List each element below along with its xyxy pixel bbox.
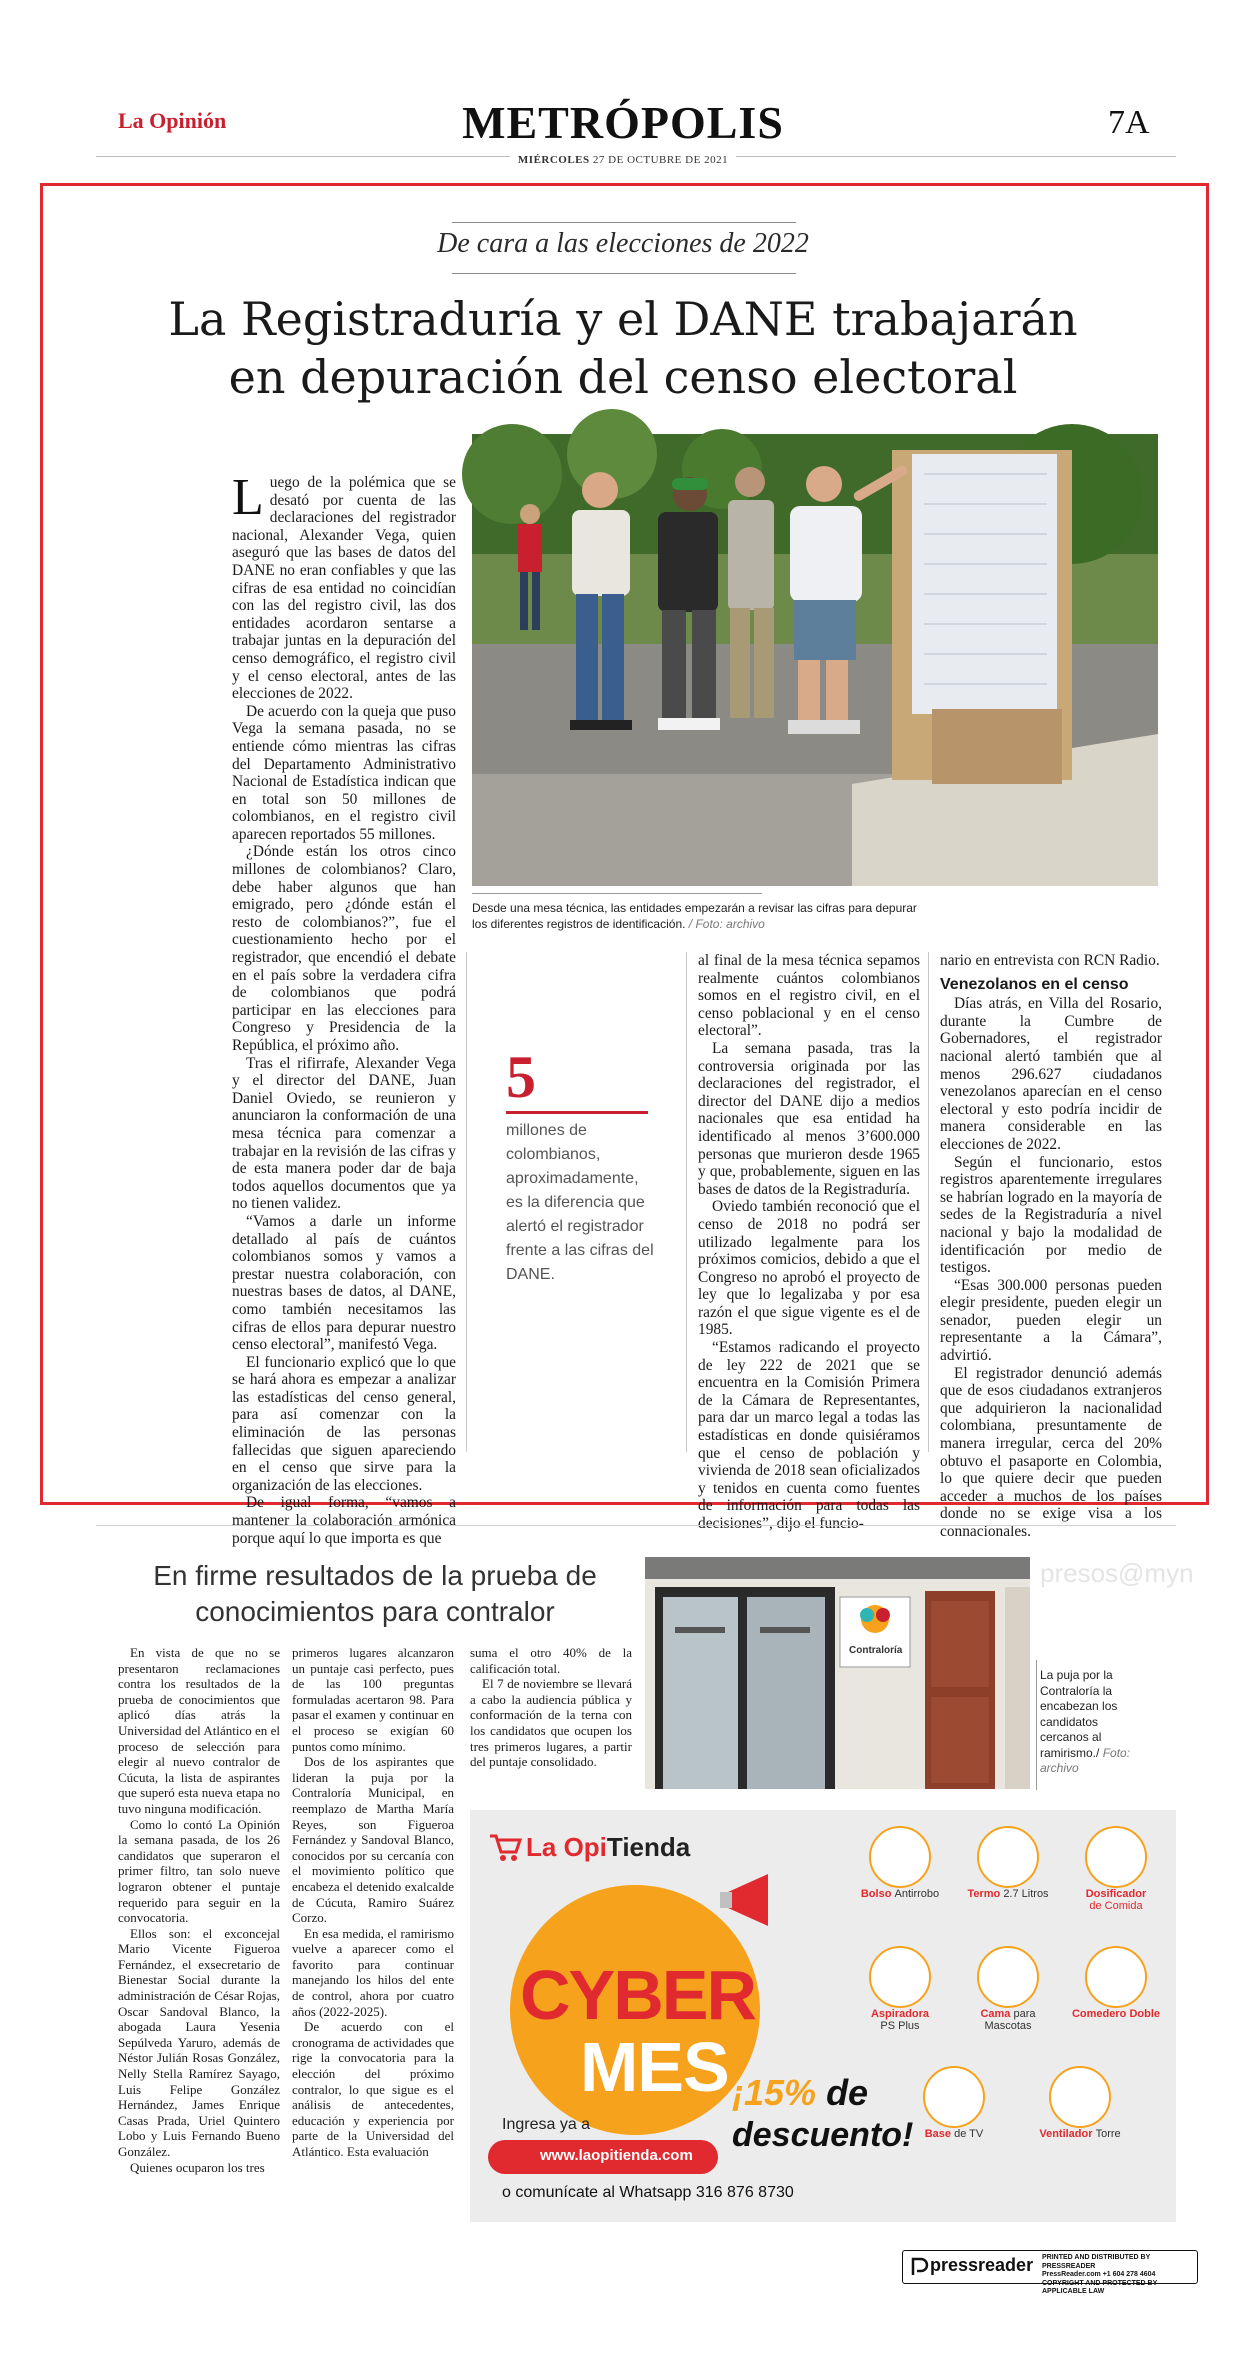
ad-logo bbox=[526, 1832, 690, 1863]
ad-discount-word: descuento! bbox=[732, 2116, 914, 2154]
date: 27 DE OCTUBRE DE 2021 bbox=[592, 154, 729, 166]
paragraph: al final de la mesa técnica sepamos realmente cuántos colombianos somos en el registro civil, en el censo poblacional y en el censo electoral”. bbox=[698, 952, 920, 1040]
pressreader-legal-line: PressReader.com +1 604 278 4604 bbox=[1042, 2271, 1156, 2278]
product-base-tv[interactable] bbox=[904, 2060, 1004, 2140]
paragraph: De igual forma, “vamos a mantener la colaboración armónica porque aquí lo que importa es que bbox=[232, 1494, 456, 1547]
kicker-rule-top bbox=[452, 222, 796, 223]
product-image-circle bbox=[1085, 1826, 1147, 1888]
product-image-circle bbox=[977, 1946, 1039, 2008]
pressreader-wordmark: pressreader bbox=[930, 2255, 1034, 2275]
opitienda-ad[interactable] bbox=[470, 1810, 1176, 2222]
article2-headline: En firme resultados de la prueba de conocimientos para contralor bbox=[153, 1560, 597, 1627]
pressreader-legal bbox=[1042, 2254, 1194, 2297]
paragraph: La semana pasada, tras la controversia originada por las declaraciones del registrador, el director del DANE dijo a medios nacionales que esa entidad ha identificado al menos 3’600.000 personas que murieron desde 1965 y que, probablemente, siguen en las bases de datos de la Registraduría. bbox=[698, 1039, 920, 1198]
article2-photo-caption bbox=[1040, 1668, 1150, 1777]
paragraph: Días atrás, en Villa del Rosario, durante la Cumbre de Gobernadores, el registrador nacional alertó también que al menos 296.627 ciudadanos venezolanos aparecían en el censo electoral y esto podría incidir de manera considerable en las elecciones de 2022. bbox=[940, 995, 1162, 1153]
column-divider bbox=[928, 952, 929, 1452]
column-divider bbox=[466, 952, 467, 1452]
paragraph: “Vamos a darle un informe detallado al país de cuántos colombianos somos y vamos a prestar nuestra colaboración, con nuestras bases de datos, al DANE, como también necesitamos las cifras de ellos para depurar nuestro censo electoral”, manifestó Vega. bbox=[232, 1212, 456, 1354]
article-column-1 bbox=[232, 469, 456, 1547]
photo-credit: Foto: archivo bbox=[1040, 1745, 1131, 1775]
newspaper-logo: La Opinión bbox=[118, 108, 227, 133]
paragraph: De acuerdo con la queja que puso Vega la semana pasada, no se entiende cómo mientras las cifras del Departamento Administrativo Nacional de Estadística indican que en total son 50 millones de colombianos, en el registro civil aparecen reportados 55 millones. bbox=[232, 702, 456, 843]
caption-text: Desde una mesa técnica, las entidades empezarán a revisar las cifras para depurar los diferentes registros de identificación. bbox=[472, 901, 917, 931]
ad-discount-de: de bbox=[826, 2072, 869, 2113]
product-image-circle bbox=[923, 2066, 985, 2128]
ad-logo-suffix: Tienda bbox=[606, 1832, 691, 1862]
paragraph: Como lo contó La Opinión la semana pasada, de los 26 candidatos que superaron el primer filtro, tan solo nueve lograron obtener el puntaje requerido para seguir en la convocatoria. bbox=[118, 1816, 280, 1926]
product-image-circle bbox=[977, 1826, 1039, 1888]
paragraph: Quienes ocuparon los tres bbox=[130, 2159, 265, 2175]
ad-discount bbox=[732, 2072, 868, 2114]
caption-text: La puja por la Contraloría la encabezan los candidatos cercanos al ramirismo./ bbox=[1040, 1668, 1118, 1760]
paragraph: “Esas 300.000 personas pueden elegir presidente, pueden elegir un senador, pueden elegir un representante a la Cámara”, advirtió. bbox=[940, 1276, 1162, 1365]
product-termo[interactable] bbox=[958, 1820, 1058, 1900]
article-headline bbox=[120, 290, 1126, 406]
product-cama[interactable] bbox=[958, 1940, 1058, 2032]
paragraph: Dos de los aspirantes que lideran la puja por la Contraloría Municipal, en reemplazo de Martha María Reyes, son Figueroa Fernández y Sandoval Blanco, conocidos por su cercanía con el movimiento político que encabeza el detenido exalcalde de Cúcuta, Ramiro Suárez Corzo. bbox=[292, 1754, 454, 1926]
article-kicker: De cara a las elecciones de 2022 bbox=[437, 228, 809, 259]
product-image-circle bbox=[1049, 2066, 1111, 2128]
subheading: Venezolanos en el censo bbox=[940, 975, 1129, 993]
paragraph: suma el otro 40% de la calificación total. bbox=[470, 1645, 632, 1676]
photo-caption bbox=[472, 900, 932, 932]
ad-cyber: CYBER bbox=[520, 1956, 756, 2034]
date-line bbox=[0, 148, 1246, 167]
headline-line-2: en depuración del censo electoral bbox=[228, 350, 1018, 404]
watermark-text: presos@myn bbox=[1040, 1558, 1194, 1588]
product-label: Base de TV bbox=[924, 2128, 984, 2140]
article-column-4 bbox=[940, 952, 1162, 1540]
product-label: Aspiradora PS Plus bbox=[870, 2008, 930, 2032]
ad-url-button[interactable] bbox=[488, 2140, 718, 2174]
product-aspiradora[interactable] bbox=[850, 1940, 950, 2032]
section-title: METRÓPOLIS bbox=[462, 97, 784, 148]
product-image-circle bbox=[1085, 1946, 1147, 2008]
page-number: 7A bbox=[1108, 104, 1150, 141]
product-label: Cama para Mascotas bbox=[980, 2008, 1036, 2032]
callout-number: 5 bbox=[506, 1044, 536, 1110]
column-divider bbox=[686, 952, 687, 1452]
pressreader-legal-line: COPYRIGHT AND PROTECTED BY APPLICABLE LAW bbox=[1042, 2279, 1158, 2295]
product-comedero[interactable] bbox=[1066, 1940, 1166, 2020]
pressreader-legal-line: PRINTED AND DISTRIBUTED BY PRESSREADER bbox=[1042, 2254, 1151, 2270]
shopping-cart-icon bbox=[488, 1832, 522, 1862]
product-label: Dosificador de Comida bbox=[1085, 1888, 1147, 1912]
kicker-rule-bottom bbox=[452, 273, 796, 274]
photo-sign: Contraloría bbox=[849, 1645, 903, 1656]
ad-logo-prefix: La Opi bbox=[526, 1832, 607, 1862]
ad-ingresa: Ingresa ya a bbox=[502, 2116, 591, 2133]
article2-column-1 bbox=[118, 1645, 280, 2215]
callout-rule bbox=[506, 1111, 648, 1114]
paragraph: El registrador denunció además que de esos ciudadanos extranjeros que adquirieron la nacionalidad colombiana, presuntamente de manera irregular, cerca del 20% obtuvo el pasaporte en Colombia, lo que quiere decir que pueden acceder a muchos de los países donde no se exige visa a los connacionales. bbox=[940, 1364, 1162, 1540]
product-bolso[interactable] bbox=[850, 1820, 950, 1900]
paragraph: Oviedo también reconoció que el censo de 2018 no podrá ser utilizado legalmente para los próximos comicios, debido a que el Congreso no aprobó el proyecto de ley que lo legalizaba y por esa razón el que sigue vigente es el de 1985. bbox=[698, 1198, 920, 1339]
product-label: Comedero Doble bbox=[1071, 2008, 1161, 2020]
people-reading-board-illustration bbox=[472, 434, 1158, 886]
paragraph: Tras el rifirrafe, Alexander Vega y el director del DANE, Juan Daniel Oviedo, se reunieron y anunciaron la conformación de una mesa técnica para comenzar a trabajar en la revisión de las cifras y de esta manera poder dar de baja todos aquellos documentos que ya no tienen validez. bbox=[232, 1054, 456, 1213]
paragraph: El 7 de noviembre se llevará a cabo la audiencia pública y conformación de la terna con los candidatos que ocupen los tres primeros lugares, a partir del puntaje consolidado. bbox=[470, 1676, 632, 1770]
paragraph: Según el funcionario, estos registros aparentemente irregulares se habrían logrado en la mayoría de sedes de la Registraduría a nivel nacional y bajo la modalidad de identificación por medio de testigos. bbox=[940, 1153, 1162, 1277]
pressreader-logo-icon bbox=[910, 2257, 928, 2277]
product-ventilador[interactable] bbox=[1030, 2060, 1130, 2140]
paragraph: Ellos son: el exconcejal Mario Vicente Figueroa Fernández, el exsecretario de Bienestar Social durante la administración de César Rojas, Oscar Sandoval Blanco, la abogada Laura Yesenia Sepúlveda Yaruro, además de Néstor Julián Rosas González, Nelly Stella Ramírez Sayago, Luis Felipe González Hernández, James Enrique Casas Prada, Uriel Quintero Lobo y Luis Fernando Bueno González. bbox=[118, 1925, 280, 2159]
article2-column-2 bbox=[292, 1645, 454, 2215]
paragraph: De acuerdo con el cronograma de actividades que rige la convocatoria para la elección del próximo contralor, lo que sigue es el análisis de antecedentes, educación y experiencia por parte de la Universidad del Atlántico. Esta evaluación bbox=[292, 2019, 454, 2159]
ad-whatsapp: o comunícate al Whatsapp 316 876 8730 bbox=[502, 2184, 794, 2201]
paragraph: En vista de que no se presentaron reclamaciones contra los resultados de la prueba de conocimientos que aplicó días atrás la Universidad del Atlántico en el proceso de selección para elegir al nuevo contralor de Cúcuta, la lista de aspirantes que superó esta nueva etapa no tuvo ninguna modificación. bbox=[118, 1645, 280, 1816]
paragraph: primeros lugares alcanzaron un puntaje casi perfecto, pues de las 100 preguntas formuladas acertaron 98. Para pasar el examen y continuar en el proceso se exigían 60 puntos como mínimo. bbox=[292, 1645, 454, 1754]
ad-mes: MES bbox=[580, 2028, 729, 2106]
article-photo bbox=[472, 434, 1158, 886]
callout-text: millones de colombianos, aproximadamente, es la diferencia que alertó el registrador frente a las cifras del DANE. bbox=[506, 1122, 654, 1283]
article2-column-3 bbox=[470, 1645, 632, 1805]
product-label: Bolso Antirrobo bbox=[860, 1888, 940, 1900]
contraloria-entrance-illustration bbox=[645, 1557, 1030, 1789]
caption-rule bbox=[1036, 1660, 1037, 1790]
paragraph: “Estamos radicando el proyecto de ley 222 de 2021 que se encuentra en la Comisión Primera de la Cámara de Representantes, para dar un marco legal a todas las estadísticas en donde quisiéramos que el censo de población y vivienda de 2018 sean oficializados y tenidos en cuenta como fuentes de información para todas las decisiones”, dijo el funcio- bbox=[698, 1339, 920, 1532]
product-image-circle bbox=[869, 1826, 931, 1888]
megaphone-icon bbox=[718, 1870, 788, 1930]
paragraph: nario en entrevista con RCN Radio. bbox=[940, 952, 1160, 969]
paragraph: En esa medida, el ramirismo vuelve a aparecer como el favorito para continuar manejando los hilos del ente de control, ahora por cuatro años (2022-2025). bbox=[292, 1925, 454, 2019]
ad-url[interactable]: www.laopitienda.com bbox=[540, 2147, 693, 2164]
weekday: MIÉRCOLES bbox=[517, 154, 590, 166]
paragraph: El funcionario explicó que lo que se hará ahora es empezar a analizar las estadísticas del censo general, para así comenzar con la eliminación de las personas fallecidas que siguen apareciendo en el censo que sirve para la organización de las elecciones. bbox=[232, 1353, 456, 1494]
section-separator bbox=[96, 1525, 1176, 1526]
drop-cap: L bbox=[232, 469, 264, 526]
article2-photo bbox=[645, 1557, 1030, 1789]
caption-rule bbox=[472, 893, 762, 894]
ad-products-grid bbox=[850, 1820, 1170, 2212]
product-image-circle bbox=[869, 1946, 931, 2008]
product-dosificador[interactable] bbox=[1066, 1820, 1166, 1912]
paragraph: ¿Dónde están los otros cinco millones de colombianos? Claro, debe haber algunos que han emigrado, pero ¿dónde están el resto de colombianos?”, fue el cuestionamiento hecho por el registrador, que encendió el debate en el país sobre la verdadera cifra de colombianos que podrá participar en las elecciones para Congreso y Presidencia de la República, el próximo año. bbox=[232, 843, 456, 1054]
product-label: Termo 2.7 Litros bbox=[967, 1888, 1049, 1900]
product-label: Ventilador Torre bbox=[1039, 2128, 1121, 2140]
photo-credit: / Foto: archivo bbox=[688, 917, 765, 931]
headline-line-1: La Registraduría y el DANE trabajarán bbox=[168, 292, 1078, 346]
ad-discount-pct: ¡15% bbox=[732, 2072, 817, 2113]
article-column-3 bbox=[698, 952, 920, 1532]
paragraph: uego de la polémica que se desató por cuenta de las declaraciones del registrador nacional, Alexander Vega, quien aseguró que las bases de datos del DANE no eran confiables y que las cifras de esa entidad no coincidían con las del registro civil, las dos entidades acordaron sentarse a trabajar juntas en la depuración del censo demográfico, el registro civil y el censo electoral, antes de las elecciones de 2022. bbox=[232, 474, 456, 703]
